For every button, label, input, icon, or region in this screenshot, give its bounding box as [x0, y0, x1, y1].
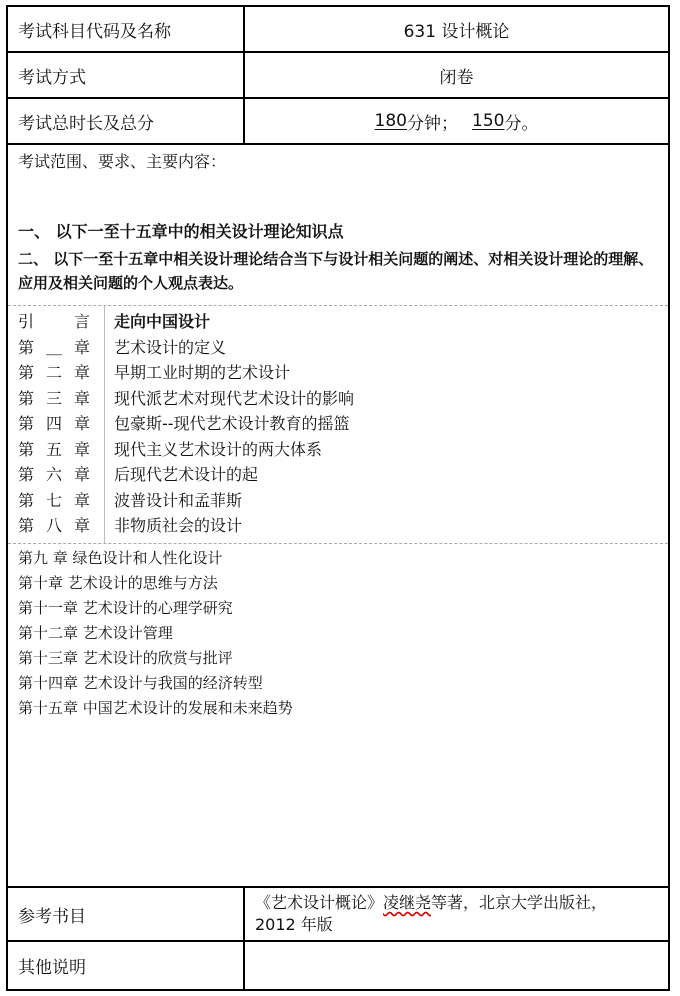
- method-row: [8, 53, 668, 99]
- chapter-line: 第十一章 艺术设计的心理学研究: [18, 599, 233, 617]
- chapter-title: 现代主义艺术设计的两大体系: [114, 439, 323, 459]
- chapter-label: [18, 309, 90, 334]
- chapter-line: 第十三章 艺术设计的欣赏与批评: [18, 649, 233, 667]
- chapter-line: 第十四章 艺术设计与我国的经济转型: [18, 674, 263, 692]
- reference-edition: 2012 年版: [255, 915, 333, 934]
- chapter-line: 第十五章 中国艺术设计的发展和未来趋势: [18, 699, 293, 717]
- chapter-label-char: 章: [73, 490, 90, 510]
- dashed-divider: [8, 305, 668, 306]
- chapter-label-char: 第: [18, 388, 35, 408]
- chapter-line: 第九 章 绿色设计和人性化设计: [18, 549, 223, 567]
- reference-author: 凌继尧: [383, 893, 432, 912]
- reference-book-title: 《艺术设计概论》: [255, 893, 384, 912]
- score-value: 150: [472, 111, 505, 131]
- chapter-label-char: 五: [45, 439, 62, 459]
- chapter-label: [18, 513, 90, 538]
- chapter-title: 走向中国设计: [114, 312, 211, 331]
- notes-row: [8, 942, 668, 989]
- notes-label: 其他说明: [8, 942, 245, 989]
- duration-label: 考试总时长及总分: [8, 99, 245, 143]
- chapter-label-char: 第: [18, 439, 35, 459]
- chapter-label-char: 章: [73, 516, 90, 535]
- chapter-label-char: 四: [45, 414, 62, 433]
- chapter-title: 现代派艺术对现代艺术设计的影响: [114, 388, 355, 408]
- chapter-line: 第十章 艺术设计的思维与方法: [18, 574, 218, 592]
- chapter-label-char: 章: [73, 439, 90, 459]
- notes-value: [245, 942, 668, 989]
- chapter-label: [18, 411, 90, 436]
- chapter-label: [18, 335, 90, 360]
- chapter-label-char: 七: [45, 490, 62, 510]
- chapter-label: [18, 462, 90, 487]
- method-value: 闭卷: [439, 67, 474, 88]
- references-row: [8, 888, 668, 942]
- chapter-title: 艺术设计的定义: [114, 337, 227, 357]
- chapter-title: 波普设计和孟菲斯: [114, 490, 243, 510]
- chapter-label-char: 言: [73, 312, 90, 331]
- chapter-label-char: 章: [73, 414, 90, 433]
- references-value: [245, 888, 668, 940]
- requirement-1: 一、 以下一至十五章中的相关设计理论知识点: [18, 222, 344, 241]
- chapter-label-char: 章: [73, 363, 90, 382]
- duration-minutes: 180: [374, 111, 407, 131]
- scope-heading: 考试范围、要求、主要内容：: [18, 152, 227, 171]
- subject-value: 631 设计概论: [403, 21, 510, 42]
- chapter-label-char: 第: [18, 516, 35, 535]
- chapter-label-char: 二: [45, 363, 62, 382]
- chapter-label-char: 第: [18, 490, 35, 510]
- chapter-label-char: 章: [73, 465, 90, 484]
- subject-label: 考试科目代码及名称: [8, 7, 245, 51]
- exam-syllabus-table: [6, 5, 670, 991]
- chapter-label: [18, 437, 90, 462]
- dashed-divider: [8, 543, 668, 544]
- chapter-label-char: 第: [18, 337, 35, 357]
- chapter-label-char: 章: [73, 337, 90, 357]
- chapter-title: 早期工业时期的艺术设计: [114, 363, 291, 382]
- requirement-2: 二、 以下一至十五章中相关设计理论结合当下与设计相关问题的阐述、对相关设计理论的理解、应用及相关问题的个人观点表达。: [18, 250, 654, 292]
- duration-unit: 分钟；: [407, 113, 458, 134]
- references-label: 参考书目: [8, 888, 245, 940]
- chapter-title: 非物质社会的设计: [114, 516, 243, 535]
- chapter-label: [18, 488, 90, 513]
- reference-publisher: 等著，北京大学出版社，: [431, 893, 608, 912]
- chapter-label-char: 六: [45, 465, 62, 484]
- chapter-title: 后现代艺术设计的起: [114, 465, 259, 484]
- score-unit: 分。: [504, 113, 539, 134]
- duration-row: [8, 99, 668, 145]
- chapter-label-char: 章: [73, 388, 90, 408]
- chapter-label: [18, 386, 90, 411]
- chapter-label-char: 第: [18, 465, 35, 484]
- chapter-label: [18, 360, 90, 385]
- chapter-column-divider: [104, 306, 105, 543]
- chapter-label-char: ＿: [45, 337, 62, 357]
- scope-section: [8, 145, 668, 888]
- chapter-line: 第十二章 艺术设计管理: [18, 624, 173, 642]
- chapter-label-char: 引: [18, 312, 35, 331]
- chapter-label-char: 第: [18, 414, 35, 433]
- chapter-label-char: 第: [18, 363, 35, 382]
- method-label: 考试方式: [8, 53, 245, 97]
- duration-value: [245, 99, 668, 143]
- chapter-title: 包豪斯--现代艺术设计教育的摇篮: [114, 414, 350, 433]
- chapter-label-char: 八: [45, 516, 62, 535]
- subject-row: [8, 7, 668, 53]
- chapter-label-char: 三: [45, 388, 62, 408]
